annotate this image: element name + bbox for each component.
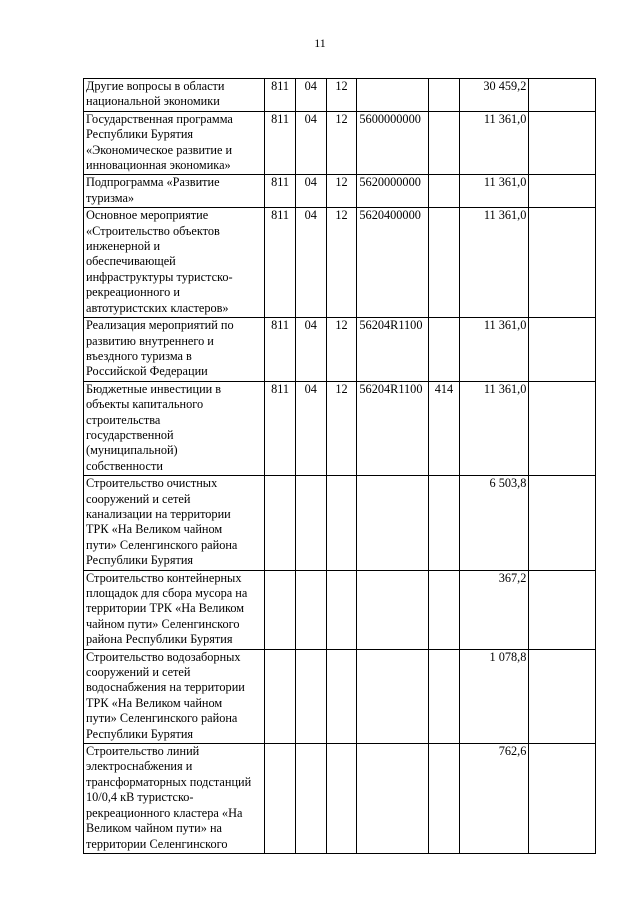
ministry-code-cell bbox=[265, 649, 296, 743]
ministry-code-cell bbox=[265, 476, 296, 570]
section-code-text: 04 bbox=[304, 79, 317, 93]
section-code-text: 04 bbox=[304, 381, 317, 396]
ministry-code-cell bbox=[265, 570, 296, 649]
table-row bbox=[84, 476, 596, 570]
line-item-name-text: Реализация мероприятий по развитию внутреннего и въездного туризма в Российской Федерации bbox=[86, 318, 234, 379]
subsection-code-text: 12 bbox=[335, 381, 348, 396]
subsection-code-text: 12 bbox=[335, 208, 348, 223]
amount-cell bbox=[459, 208, 529, 318]
target-article-cell bbox=[357, 570, 429, 649]
subsection-code-text: 12 bbox=[335, 318, 348, 333]
section-code-text: 04 bbox=[304, 111, 317, 126]
ministry-code-text: 811 bbox=[271, 318, 290, 333]
budget-table-body bbox=[84, 79, 596, 854]
empty-cell bbox=[529, 208, 596, 318]
amount-text: 11 361,0 bbox=[483, 318, 527, 333]
table-row bbox=[84, 111, 596, 175]
line-item-name-text: Бюджетные инвестиции в объекты капитального строительства государственной (муниципальной) собственности bbox=[86, 381, 222, 473]
ministry-code-text: 811 bbox=[271, 381, 290, 396]
section-code-text: 04 bbox=[304, 175, 317, 190]
empty-cell bbox=[529, 381, 596, 475]
amount-cell bbox=[459, 111, 529, 175]
target-article-text: 5600000000 bbox=[359, 111, 421, 126]
ministry-code-text: 811 bbox=[271, 111, 290, 126]
line-item-name-cell bbox=[84, 111, 265, 175]
amount-text: 1 078,8 bbox=[489, 649, 527, 664]
line-item-name-cell bbox=[84, 381, 265, 475]
empty-cell bbox=[529, 744, 596, 854]
ministry-code-text: 811 bbox=[271, 208, 290, 223]
line-item-name-text: Государственная программа Республики Бурятия «Экономическое развитие и инновационная экономика» bbox=[86, 111, 233, 173]
line-item-name-cell bbox=[84, 175, 265, 208]
target-article-cell bbox=[357, 79, 429, 112]
empty-cell bbox=[529, 318, 596, 382]
amount-text: 762,6 bbox=[498, 744, 527, 759]
subsection-code-cell bbox=[326, 476, 357, 570]
line-item-name-text: Строительство контейнерных площадок для сбора мусора на территории ТРК «На Великом чайном пути» Селенгинского района Республики Бурятия bbox=[86, 570, 248, 647]
ministry-code-cell bbox=[265, 175, 296, 208]
subsection-code-cell bbox=[326, 175, 357, 208]
section-code-text: 04 bbox=[304, 318, 317, 333]
ministry-code-text: 811 bbox=[271, 79, 290, 93]
target-article-cell bbox=[357, 476, 429, 570]
expense-type-cell bbox=[429, 476, 460, 570]
section-code-cell bbox=[295, 649, 326, 743]
expense-type-cell bbox=[429, 79, 460, 112]
target-article-cell bbox=[357, 381, 429, 475]
amount-text: 11 361,0 bbox=[483, 111, 527, 126]
section-code-cell bbox=[295, 318, 326, 382]
amount-text: 367,2 bbox=[498, 570, 527, 585]
table-row bbox=[84, 79, 596, 112]
section-code-text: 04 bbox=[304, 208, 317, 223]
line-item-name-text: Строительство линий электроснабжения и трансформаторных подстанций 10/0,4 кВ туристско- рекреационного кластера «На Великом чайном пути» на территории Селенгинского bbox=[86, 744, 252, 851]
empty-cell bbox=[529, 570, 596, 649]
amount-cell bbox=[459, 744, 529, 854]
amount-cell bbox=[459, 570, 529, 649]
subsection-code-cell bbox=[326, 79, 357, 112]
budget-table bbox=[83, 78, 596, 854]
ministry-code-cell bbox=[265, 381, 296, 475]
expense-type-cell bbox=[429, 381, 460, 475]
subsection-code-cell bbox=[326, 570, 357, 649]
empty-cell bbox=[529, 175, 596, 208]
table-row bbox=[84, 744, 596, 854]
section-code-cell bbox=[295, 744, 326, 854]
subsection-code-text: 12 bbox=[335, 111, 348, 126]
target-article-cell bbox=[357, 318, 429, 382]
empty-cell bbox=[529, 649, 596, 743]
subsection-code-text: 12 bbox=[335, 175, 348, 190]
target-article-text: 56204R1100 bbox=[359, 318, 423, 333]
empty-cell bbox=[529, 111, 596, 175]
expense-type-cell bbox=[429, 744, 460, 854]
target-article-cell bbox=[357, 744, 429, 854]
empty-cell bbox=[529, 79, 596, 112]
subsection-code-cell bbox=[326, 208, 357, 318]
expense-type-cell bbox=[429, 649, 460, 743]
target-article-cell bbox=[357, 175, 429, 208]
line-item-name-cell bbox=[84, 570, 265, 649]
expense-type-cell bbox=[429, 318, 460, 382]
line-item-name-cell bbox=[84, 208, 265, 318]
table-row bbox=[84, 570, 596, 649]
table-row bbox=[84, 381, 596, 475]
line-item-name-cell bbox=[84, 79, 265, 112]
table-row bbox=[84, 175, 596, 208]
subsection-code-cell bbox=[326, 744, 357, 854]
expense-type-text: 414 bbox=[434, 381, 454, 396]
table-row bbox=[84, 318, 596, 382]
line-item-name-text: Строительство водозаборных сооружений и сетей водоснабжения на территории ТРК «На Великом чайном пути» Селенгинского района Республики Бурятия bbox=[86, 649, 245, 741]
line-item-name-text: Другие вопросы в области национальной экономики bbox=[86, 79, 225, 109]
subsection-code-cell bbox=[326, 318, 357, 382]
section-code-cell bbox=[295, 208, 326, 318]
ministry-code-cell bbox=[265, 744, 296, 854]
expense-type-cell bbox=[429, 175, 460, 208]
table-row bbox=[84, 208, 596, 318]
amount-text: 30 459,2 bbox=[483, 79, 527, 93]
section-code-cell bbox=[295, 175, 326, 208]
line-item-name-text: Строительство очистных сооружений и сетей канализации на территории ТРК «На Великом чайном пути» Селенгинского района Республики Бурятия bbox=[86, 476, 238, 568]
ministry-code-text: 811 bbox=[271, 175, 290, 190]
line-item-name-cell bbox=[84, 318, 265, 382]
page-number: 11 bbox=[314, 36, 326, 50]
amount-cell bbox=[459, 175, 529, 208]
line-item-name-cell bbox=[84, 476, 265, 570]
section-code-cell bbox=[295, 570, 326, 649]
amount-cell bbox=[459, 476, 529, 570]
expense-type-cell bbox=[429, 111, 460, 175]
subsection-code-cell bbox=[326, 381, 357, 475]
target-article-text: 5620400000 bbox=[359, 208, 421, 223]
expense-type-cell bbox=[429, 208, 460, 318]
ministry-code-cell bbox=[265, 79, 296, 112]
line-item-name-cell bbox=[84, 649, 265, 743]
amount-cell bbox=[459, 381, 529, 475]
ministry-code-cell bbox=[265, 318, 296, 382]
amount-text: 6 503,8 bbox=[489, 476, 527, 491]
target-article-cell bbox=[357, 649, 429, 743]
amount-cell bbox=[459, 649, 529, 743]
line-item-name-text: Основное мероприятие «Строительство объектов инженерной и обеспечивающей инфраструктуры туристско- рекреационного и автотуристских кластеров» bbox=[86, 208, 233, 315]
section-code-cell bbox=[295, 381, 326, 475]
section-code-cell bbox=[295, 111, 326, 175]
section-code-cell bbox=[295, 79, 326, 112]
expense-type-cell bbox=[429, 570, 460, 649]
amount-cell bbox=[459, 318, 529, 382]
ministry-code-cell bbox=[265, 208, 296, 318]
line-item-name-text: Подпрограмма «Развитие туризма» bbox=[86, 175, 220, 205]
amount-cell bbox=[459, 79, 529, 112]
target-article-text: 5620000000 bbox=[359, 175, 421, 190]
line-item-name-cell bbox=[84, 744, 265, 854]
target-article-text: 56204R1100 bbox=[359, 381, 423, 396]
subsection-code-text: 12 bbox=[335, 79, 348, 93]
target-article-cell bbox=[357, 208, 429, 318]
section-code-cell bbox=[295, 476, 326, 570]
subsection-code-cell bbox=[326, 649, 357, 743]
empty-cell bbox=[529, 476, 596, 570]
amount-text: 11 361,0 bbox=[483, 381, 527, 396]
amount-text: 11 361,0 bbox=[483, 175, 527, 190]
subsection-code-cell bbox=[326, 111, 357, 175]
ministry-code-cell bbox=[265, 111, 296, 175]
amount-text: 11 361,0 bbox=[483, 208, 527, 223]
target-article-cell bbox=[357, 111, 429, 175]
table-row bbox=[84, 649, 596, 743]
